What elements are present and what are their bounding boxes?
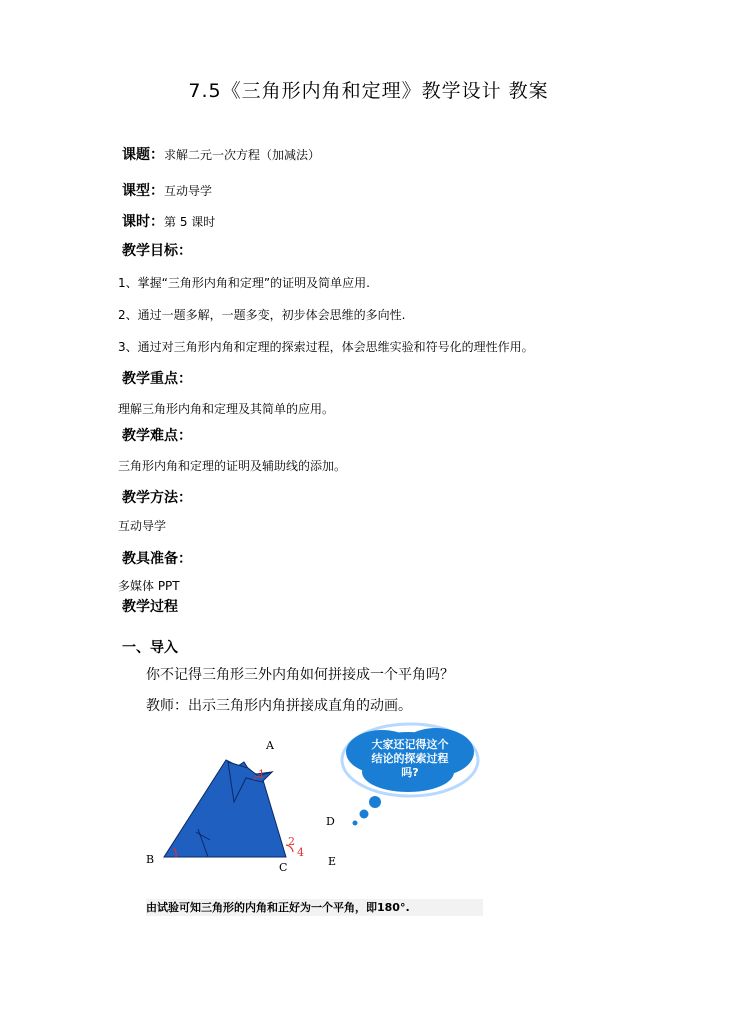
process-heading: 教学过程: [122, 599, 178, 615]
tools-heading: 教具准备：: [122, 551, 192, 567]
period-label: 课时：: [122, 214, 164, 230]
objective-item-1: 1、掌握“三角形内角和定理”的证明及简单应用.: [118, 276, 370, 290]
bubble-line-3: 吗?: [401, 766, 419, 779]
method-heading: 教学方法：: [122, 490, 192, 506]
topic-label: 课题：: [122, 147, 164, 163]
bubble-line-2: 结论的探索过程: [371, 752, 449, 765]
difficulties-text: 三角形内角和定理的证明及辅助线的添加。: [118, 459, 347, 473]
tools-text: 多媒体 PPT: [118, 579, 180, 593]
objective-item-2: 2、通过一题多解，一题多变，初步体会思维的多向性.: [118, 308, 406, 322]
triangle-figure: [146, 722, 483, 915]
objectives-heading: 教学目标：: [122, 243, 192, 259]
type-value: 互动导学: [164, 184, 213, 198]
label-c: C: [279, 861, 288, 874]
topic-value: 求解二元一次方程（加减法）: [164, 148, 321, 162]
type-label: 课型：: [122, 183, 164, 199]
section-1-teacher: 教师：出示三角形内角拼接成直角的动画。: [146, 698, 412, 714]
label-b: B: [146, 853, 155, 866]
bubble-text: [358, 738, 462, 780]
label-4: 4: [297, 846, 304, 859]
objective-item-3: 3、通过对三角形内角和定理的探索过程，体会思维实验和符号化的理性作用。: [118, 340, 534, 354]
label-2: 2: [288, 835, 295, 848]
key-points-heading: 教学重点：: [122, 371, 192, 387]
label-d: D: [326, 815, 335, 828]
period-line: [122, 211, 215, 231]
difficulties-heading: 教学难点：: [122, 428, 192, 444]
section-1-heading: 一、导入: [122, 640, 178, 656]
method-text: 互动导学: [118, 519, 167, 533]
bubble-line-1: 大家还记得这个: [371, 738, 449, 751]
figure-caption: 由试验可知三角形的内角和正好为一个平角，即180°.: [146, 899, 483, 916]
page-title: 7.5《三角形内角和定理》教学设计 教案: [188, 80, 549, 102]
section-1-question: 你不记得三角形三外内角如何拼接成一个平角吗？: [146, 667, 454, 683]
label-1: 1: [258, 768, 265, 781]
type-line: [122, 180, 212, 200]
label-a: A: [266, 739, 274, 752]
period-value: 第 5 课时: [164, 215, 216, 229]
label-e: E: [328, 855, 337, 868]
topic-line: [122, 144, 320, 164]
key-points-text: 理解三角形内角和定理及其简单的应用。: [118, 402, 335, 416]
